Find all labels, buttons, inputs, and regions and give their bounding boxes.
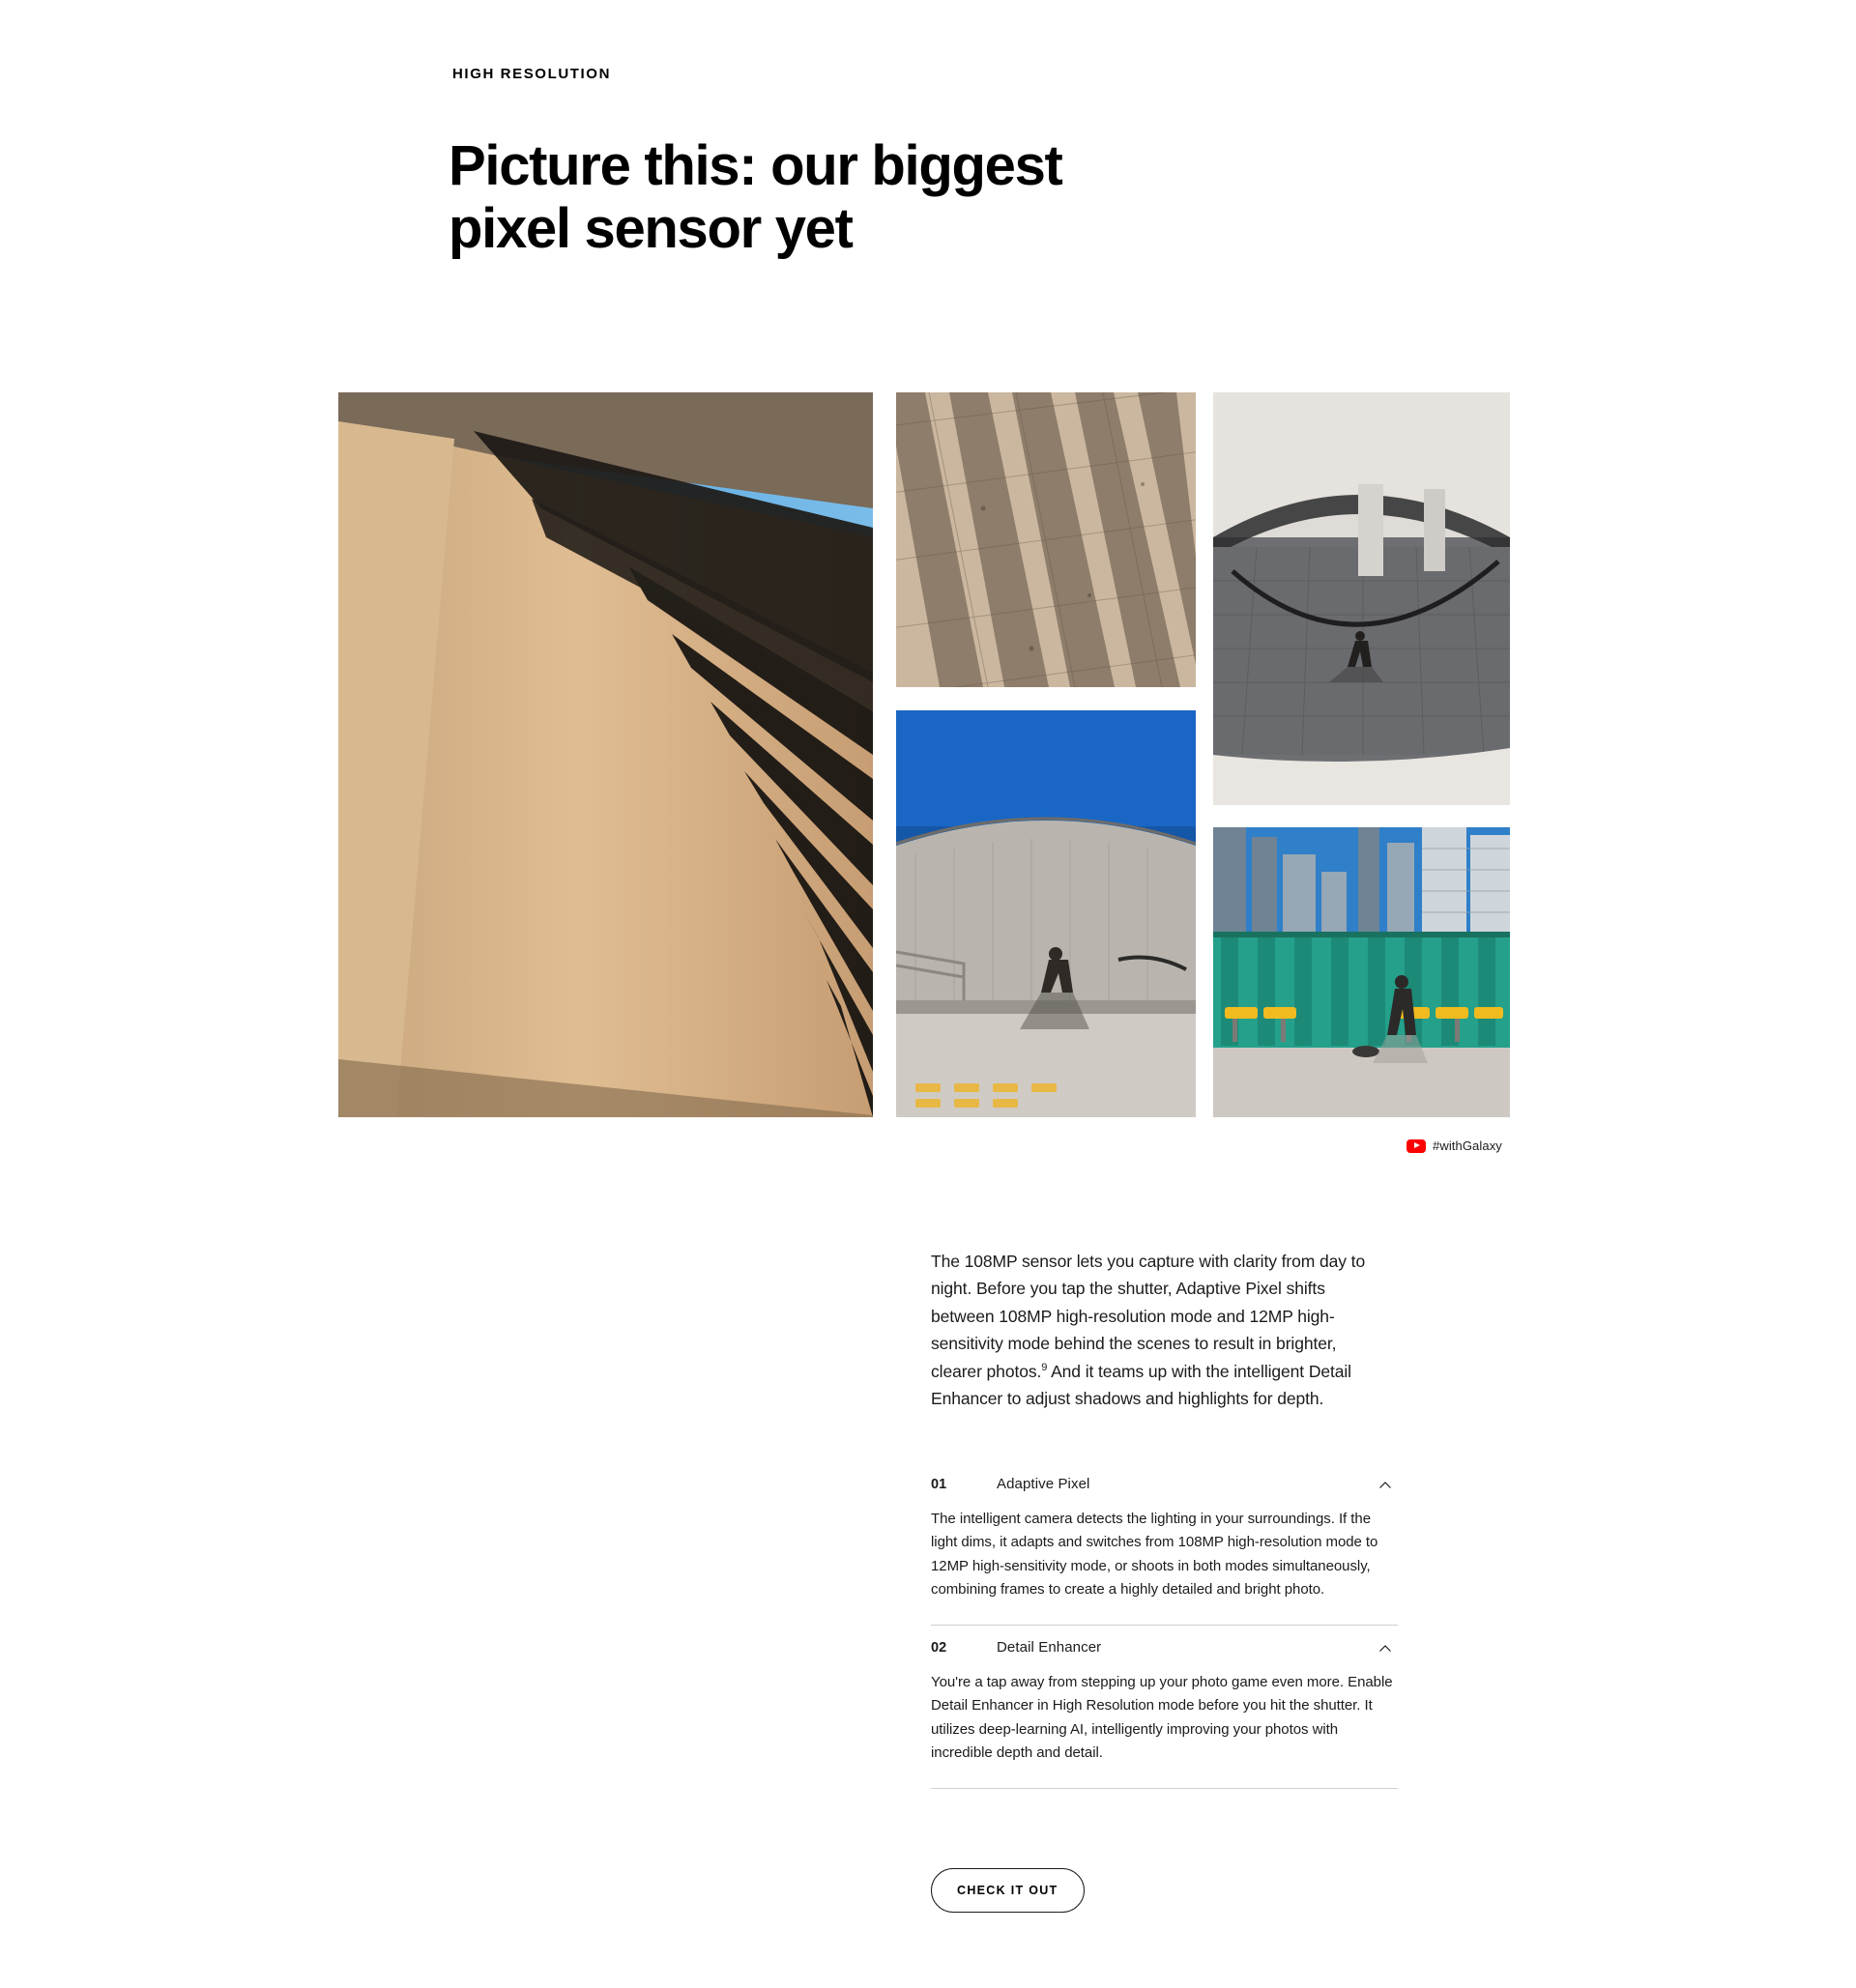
accordion-body-02: You're a tap away from stepping up your photo game even more. Enable Detail Enhancer in High Resolution mode before you hit the shutter. It utilizes deep-learning AI, intelligently improving your photos with incredible depth and detail. xyxy=(931,1674,1393,1762)
chevron-up-icon[interactable] xyxy=(1378,1479,1392,1492)
accordion-title: Adaptive Pixel xyxy=(997,1476,1090,1492)
accordion-header-02[interactable] xyxy=(931,1626,1398,1671)
photo-gallery xyxy=(338,392,1510,1117)
accordion-header-01[interactable] xyxy=(931,1462,1398,1508)
gallery-image-right-bottom[interactable] xyxy=(1213,827,1510,1117)
gallery-image-top[interactable] xyxy=(896,392,1196,687)
page-title: Picture this: our biggest pixel sensor yet xyxy=(449,133,1062,261)
chevron-up-icon[interactable] xyxy=(1378,1642,1392,1656)
accordion-item-02 xyxy=(931,1626,1398,1789)
check-it-out-button[interactable]: CHECK IT OUT xyxy=(931,1868,1085,1913)
youtube-icon xyxy=(1406,1139,1426,1153)
accordion-number: 01 xyxy=(931,1476,947,1492)
gallery-image-bottom[interactable] xyxy=(896,710,1196,1117)
section-eyebrow: HIGH RESOLUTION xyxy=(452,66,612,82)
gallery-image-main[interactable] xyxy=(338,392,873,1117)
section-body-text: The 108MP sensor lets you capture with clarity from day to night. Before you tap the shutter, Adaptive Pixel shifts between 108MP high-resolution mode and 12MP high-sensitivity mode behind the scenes to result in brighter, clearer photos. xyxy=(931,1251,1366,1381)
feature-accordion xyxy=(931,1462,1398,1789)
gallery-credit-label: #withGalaxy xyxy=(1433,1138,1502,1153)
gallery-credit[interactable] xyxy=(1406,1138,1502,1153)
accordion-item-01 xyxy=(931,1462,1398,1626)
section-body-tail: And it teams up with the intelligent Detail Enhancer to adjust shadows and highlights for depth. xyxy=(931,1361,1351,1409)
accordion-body-01: The intelligent camera detects the lighting in your surroundings. If the light dims, it adapts and switches from 108MP high-resolution mode to 12MP high-sensitivity mode, or shoots in both modes simultaneously, combining frames to create a highly detailed and bright photo. xyxy=(931,1511,1378,1598)
accordion-number: 02 xyxy=(931,1639,947,1656)
gallery-image-right-top[interactable] xyxy=(1213,392,1510,805)
footnote-marker: 9 xyxy=(1041,1361,1048,1373)
section-body xyxy=(931,1248,1385,1413)
accordion-title: Detail Enhancer xyxy=(997,1639,1102,1657)
